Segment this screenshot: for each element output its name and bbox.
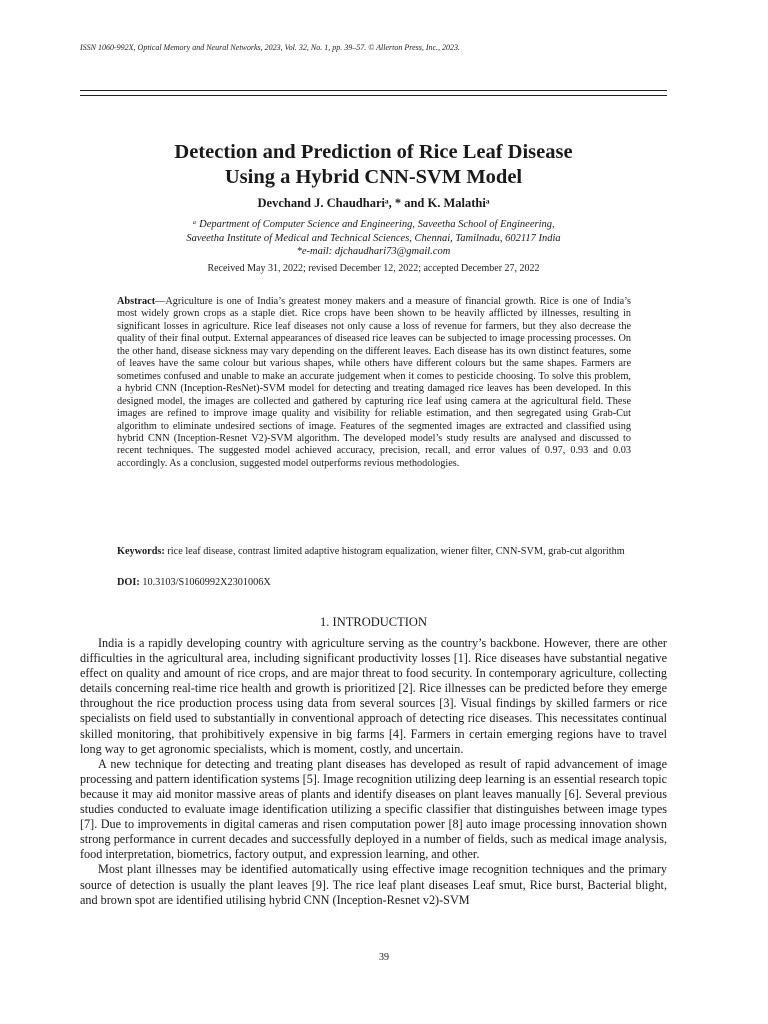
section-heading-introduction: 1. INTRODUCTION: [320, 615, 427, 629]
received-dates: Received May 31, 2022; revised December 12, 2022; accepted December 27, 2022: [207, 263, 540, 274]
title-line-2: Using a Hybrid CNN-SVM Model: [224, 166, 523, 188]
header-rule-thick: [80, 90, 667, 91]
abstract-label: Abstract: [117, 296, 156, 307]
corresponding-email: *e-mail: djchaudhari73@gmail.com: [296, 246, 451, 257]
doi: [117, 577, 631, 588]
introduction-body: [80, 636, 667, 908]
affiliation-line-2: Saveetha Institute of Medical and Technical Sciences, Chennai, Tamilnadu, 602117 India: [186, 232, 561, 244]
title-line-1: Detection and Prediction of Rice Leaf Disease: [174, 141, 573, 163]
paper-title: [80, 140, 667, 190]
abstract-text: —Agriculture is one of India’s greatest money makers and a measure of financial growth. Rice is one of India’s most widely grown crops as a staple diet. Rice crops have been shown to be heavily afflicted by illnesses, resulting in significant losses in agriculture. Rice leaf diseases not only cause a loss of revenue for farmers, but they also decrease the quality of their final output. External appearances of diseased rice leaves can be subjected to image processing processes. On the other hand, disease sickness may vary depending on the different leaves. Each disease has its own distinct features, some of leaves have the same colour but various shapes, while others have different colours but the same shapes. Farmers are sometimes confused and unable to make an accurate judgement when it comes to pesticide choosing. To solve this problem, a hybrid CNN (Inception-ResNet)-SVM model for detecting and treating damaged rice leaves has been developed. In this designed model, the images are collected and gathered by capturing rice leaf using camera at the agricultural field. These images are refined to improve image quality and visibility for reliable estimation, and then segregated using Grab-Cut algorithm to eliminate undesired sections of image. Features of the segmented images are extracted and classified using hybrid CNN (Inception-Resnet V2)-SVM algorithm. The developed model’s study results are analysed and discussed to recent techniques. The suggested model achieved accuracy, precision, recall, and error values of 0.97, 0.93 and 0.03 accordingly. As a conclusion, suggested model outperforms revious methodologies.: [117, 296, 631, 469]
doi-value: 10.3103/S1060992X2301006X: [139, 577, 271, 588]
author-list: Devchand J. Chaudhariᵃ, * and K. Malathiᵃ: [257, 196, 490, 210]
body-paragraph: Most plant illnesses may be identified automatically using effective image recognition techniques and the primary source of detection is usually the plant leaves [9]. The rice leaf plant diseases Leaf smut, Rice burst, Bacterial blight, and brown spot are identified utilising hybrid CNN (Inception-Resnet v2)-SVM: [80, 862, 667, 907]
header-rule-thin: [80, 95, 667, 96]
affiliation-block: [80, 218, 667, 259]
abstract: [117, 296, 631, 470]
body-paragraph: A new technique for detecting and treating plant diseases has developed as result of rapid advancement of image processing and pattern identification systems [5]. Image recognition utilizing deep learning is an essential research topic because it may aid monitor massive areas of plants and identify diseases on plant leaves manually [6]. Several previous studies conducted to evaluate image identification utilizing a specific classifier that distinguishes between image types [7]. Due to improvements in digital cameras and risen computation power [8] auto image processing innovation shown strong performance in current decades and successfully deployed in a number of fields, such as medical image analysis, food interpretation, biometrics, factory output, and expression learning, and other.: [80, 756, 667, 862]
affiliation-line-1: ᵃ Department of Computer Science and Engineering, Saveetha School of Engineering,: [192, 219, 555, 230]
keywords: [117, 546, 631, 558]
page-number: 39: [379, 952, 389, 963]
keywords-text: rice leaf disease, contrast limited adaptive histogram equalization, wiener filter, CNN-SVM, grab-cut algorithm: [164, 546, 625, 557]
journal-citation-line: ISSN 1060-992X, Optical Memory and Neural Networks, 2023, Vol. 32, No. 1, pp. 39–57. © Allerton Press, Inc., 2023.: [80, 43, 461, 52]
keywords-label: Keywords:: [117, 546, 165, 557]
body-paragraph: India is a rapidly developing country with agriculture serving as the country’s backbone. However, there are other difficulties in the agricultural area, including significant productivity losses [1]. Rice diseases have substantial negative effect on quality and amount of rice crops, and are major threat to food security. In contemporary agriculture, collecting details concerning real-time rice health and growth is prioritized [2]. Rice illnesses can be predicted before they emerge throughout the rice production process using data from several sources [3]. Visual findings by skilled farmers or rice specialists on field used to substantially in conventional approach of detecting rice diseases. This necessitates continual skilled monitoring, that prohibitively expensive in big farms [4]. Farmers in certain emerging regions have to travel long way to get agronomic specialists, which is moment, costly, and uncertain.: [80, 636, 667, 756]
doi-label: DOI:: [117, 577, 140, 588]
